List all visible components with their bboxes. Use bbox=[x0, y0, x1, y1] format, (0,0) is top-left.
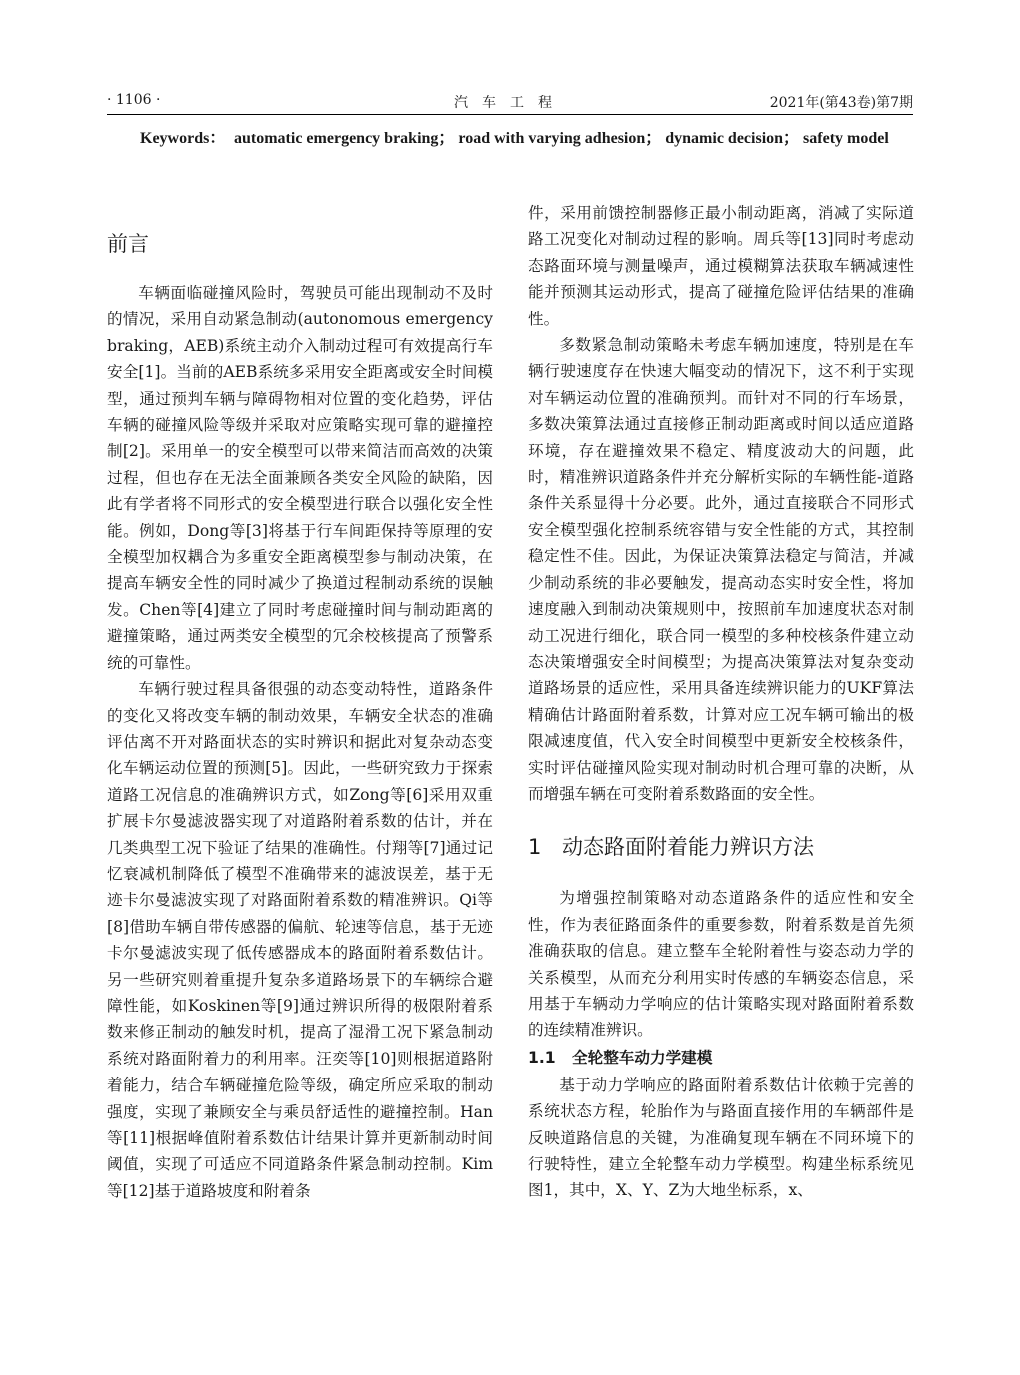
section-1-1-title: 全轮整车动力学建模 bbox=[572, 1048, 713, 1067]
keywords-label: Keywords： bbox=[140, 130, 226, 147]
preface-paragraph-4: 多数紧急制动策略未考虑车辆加速度，特别是在车辆行驶速度存在快速大幅变动的情况下，这不利于实现对车辆运动位置的准确预判。而针对不同的行车场景，多数决策算法通过直接修正制动距离或时间以适应道路环境，存在避撞效果不稳定、精度波动大的问题，此时，精准辨识道路条件并充分解析实际的车辆性能-道路条件关系显得十分必要。此外，通过直接联合不同形式安全模型强化控制系统容错与安全性能的方式，其控制稳定性不佳。因此，为保证决策算法稳定与简洁，并减少制动系统的非必要触发，提高动态实时安全性，将加速度融入到制动决策规则中，按照前车加速度状态对制动工况进行细化，联合同一模型的多种校核条件建立动态决策增强安全时间模型；为提高决策算法对复杂变动道路场景的适应性，采用具备连续辨识能力的UKF算法精确估计路面附着系数，计算对应工况车辆可输出的极限减速度值，代入安全时间模型中更新安全校核条件，实时评估碰撞风险实现对制动时机合理可靠的决断，从而增强车辆在可变附着系数路面的安全性。 bbox=[528, 336, 914, 803]
right-column bbox=[528, 200, 914, 1204]
section-1-1-number: 1.1 bbox=[528, 1048, 556, 1067]
section-heading-preface: 前言 bbox=[107, 232, 149, 256]
running-header bbox=[107, 92, 913, 115]
section-1-title: 动态路面附着能力辨识方法 bbox=[562, 835, 814, 860]
section-1-number: 1 bbox=[528, 835, 542, 860]
preface-paragraph-3: 件，采用前馈控制器修正最小制动距离，消减了实际道路工况变化对制动过程的影响。周兵等[13]同时考虑动态路面环境与测量噪声，通过模糊算法获取车辆减速性能并预测其运动形式，提高了碰撞危险评估结果的准确性。 bbox=[528, 204, 914, 328]
section-1-heading bbox=[528, 829, 914, 865]
section-1-paragraph: 为增强控制策略对动态道路条件的适应性和安全性，作为表征路面条件的重要参数，附着系数是首先须准确获取的信息。建立整车全轮附着性与姿态动力学的关系模型，从而充分利用实时传感的车辆姿态信息，采用基于车辆动力学响应的估计策略实现对路面附着系数的连续精准辨识。 bbox=[528, 889, 914, 1040]
keywords-text: automatic emergency braking； road with varying adhesion； dynamic decision； safety model bbox=[234, 130, 889, 147]
preface-paragraph-2: 车辆行驶过程具备很强的动态变动特性，道路条件的变化又将改变车辆的制动效果，车辆安全状态的准确评估离不开对路面状态的实时辨识和据此对复杂动态变化车辆运动位置的预测[5]。因此，一些研究致力于探索道路工况信息的准确辨识方式，如Zong等[6]采用双重扩展卡尔曼滤波器实现了对道路附着系数的估计，并在几类典型工况下验证了结果的准确性。付翔等[7]通过记忆衰减机制降低了模型不准确带来的滤波误差，基于无迹卡尔曼滤波实现了对路面附着系数的精准辨识。Qi等[8]借助车辆自带传感器的偏航、轮速等信息，基于无迹卡尔曼滤波实现了低传感器成本的路面附着系数估计。另一些研究则着重提升复杂多道路场景下的车辆综合避障性能，如Koskinen等[9]通过辨识所得的极限附着系数来修正制动的触发时机，提高了湿滑工况下紧急制动系统对路面附着力的利用率。汪奕等[10]则根据道路附着能力，结合车辆碰撞危险等级，确定所应采取的制动强度，实现了兼顾安全与乘员舒适性的避撞控制。Han等[11]根据峰值附着系数估计结果计算并更新制动时间阈值，实现了可适应不同道路条件紧急制动控制。Kim等[12]基于道路坡度和附着条 bbox=[107, 680, 493, 1200]
preface-paragraph-1: 车辆面临碰撞风险时，驾驶员可能出现制动不及时的情况，采用自动紧急制动(autonomous emergency braking，AEB)系统主动介入制动过程可有效提高行车安全[1]。当前的AEB系统多采用安全距离或安全时间模型，通过预判车辆与障碍物相对位置的变化趋势，评估车辆的碰撞风险等级并采取对应策略实现可靠的避撞控制[2]。采用单一的安全模型可以带来简洁而高效的决策过程，但也存在无法全面兼顾各类安全风险的缺陷，因此有学者将不同形式的安全模型进行联合以强化安全性能。例如，Dong等[3]将基于行车间距保持等原理的安全模型加权耦合为多重安全距离模型参与制动决策，在提高车辆安全性的同时减少了换道过程制动系统的误触发。Chen等[4]建立了同时考虑碰撞时间与制动距离的避撞策略，通过两类安全模型的冗余校核提高了预警系统的可靠性。 bbox=[107, 284, 493, 672]
section-1-1-heading bbox=[528, 1044, 914, 1072]
left-column bbox=[107, 200, 493, 1204]
page-number: · 1106 · bbox=[107, 92, 161, 108]
journal-name: 汽车工程 bbox=[454, 95, 566, 111]
section-1-1-paragraph: 基于动力学响应的路面附着系数估计依赖于完善的系统状态方程，轮胎作为与路面直接作用的车辆部件是反映道路信息的关键，为准确复现车辆在不同环境下的行驶特性，建立全轮整车动力学模型。构建坐标系统见图1，其中，X、Y、Z为大地坐标系，x、 bbox=[528, 1075, 914, 1200]
issue-info: 2021年(第43卷)第7期 bbox=[769, 95, 913, 111]
